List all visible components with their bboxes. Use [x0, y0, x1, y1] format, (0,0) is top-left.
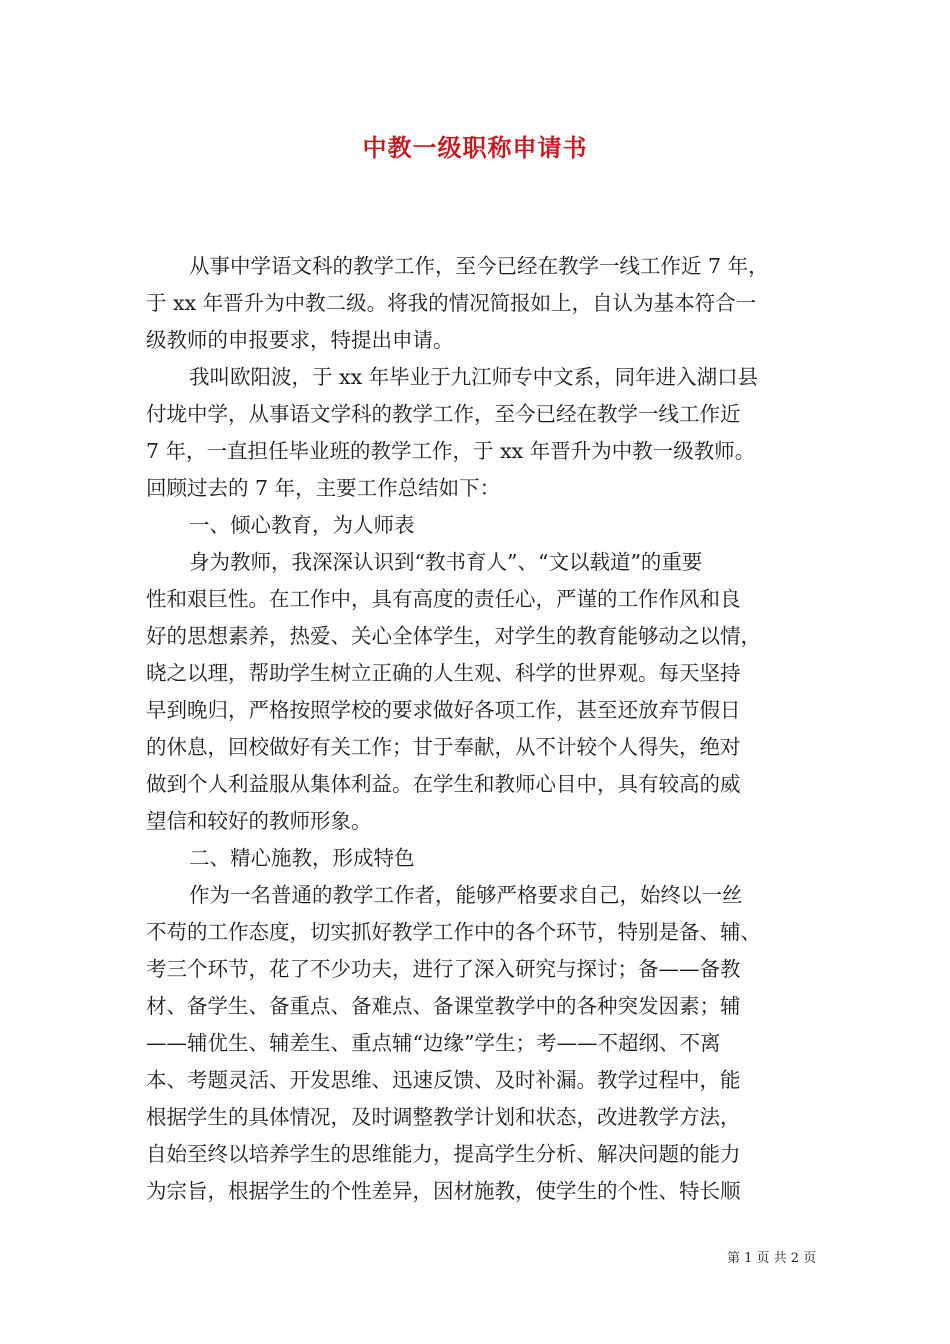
text-line: 性和艰巨性。在工作中，具有高度的责任心，严谨的工作作风和良: [146, 587, 741, 611]
text-line: 身为教师，我深深认识到“教书育人”、“文以载道”的重要: [189, 550, 703, 574]
text-line: 我叫欧阳波，于 xx 年毕业于九江师专中文系，同年进入湖口县: [189, 365, 759, 389]
section-heading: 二、精心施教，形成特色: [189, 846, 415, 870]
text-line: ——辅优生、辅差生、重点辅“边缘”学生；考——不超纲、不离: [146, 1031, 721, 1055]
text-line: 于 xx 年晋升为中教二级。将我的情况简报如上，自认为基本符合一: [146, 291, 757, 315]
text-line: 做到个人利益服从集体利益。在学生和教师心目中，具有较高的威: [146, 772, 741, 796]
text-line: 从事中学语文科的教学工作，至今已经在教学一线工作近 7 年，: [189, 254, 769, 278]
text-line: 好的思想素养，热爱、关心全体学生，对学生的教育能够动之以情，: [146, 624, 761, 648]
text-line: 望信和较好的教师形象。: [146, 809, 372, 833]
text-line: 为宗旨，根据学生的个性差异，因材施教，使学生的个性、特长顺: [146, 1179, 741, 1203]
text-line: 早到晚归，严格按照学校的要求做好各项工作，甚至还放弃节假日: [146, 698, 741, 722]
document-body: [146, 248, 824, 1210]
text-line: 不苟的工作态度，切实抓好教学工作中的各个环节，特别是备、辅、: [146, 920, 761, 944]
text-line: 的休息，回校做好有关工作；甘于奉献，从不计较个人得失，绝对: [146, 735, 741, 759]
text-line: 作为一名普通的教学工作者，能够严格要求自己，始终以一丝: [189, 883, 743, 907]
section-heading: 一、倾心教育，为人师表: [189, 513, 415, 537]
text-line: 材、备学生、备重点、备难点、备课堂教学中的各种突发因素；辅: [146, 994, 741, 1018]
text-line: 回顾过去的 7 年，主要工作总结如下：: [146, 476, 501, 500]
text-line: 考三个环节，花了不少功夫，进行了深入研究与探讨；备——备教: [146, 957, 741, 981]
text-line: 级教师的申报要求，特提出申请。: [146, 328, 454, 352]
text-line: 本、考题灵活、开发思维、迅速反馈、及时补漏。教学过程中，能: [146, 1068, 741, 1092]
page-number-footer: 第 1 页 共 2 页: [727, 1251, 817, 1266]
text-line: 自始至终以培养学生的思维能力，提高学生分析、解决问题的能力: [146, 1142, 741, 1166]
text-line: 根据学生的具体情况，及时调整教学计划和状态，改进教学方法，: [146, 1105, 741, 1129]
text-line: 7 年，一直担任毕业班的教学工作，于 xx 年晋升为中教一级教师。: [146, 439, 756, 463]
text-line: 付垅中学，从事语文学科的教学工作，至今已经在教学一线工作近: [146, 402, 741, 426]
text-line: 晓之以理，帮助学生树立正确的人生观、科学的世界观。每天坚持: [146, 661, 741, 685]
document-title: 中教一级职称申请书: [362, 133, 588, 162]
